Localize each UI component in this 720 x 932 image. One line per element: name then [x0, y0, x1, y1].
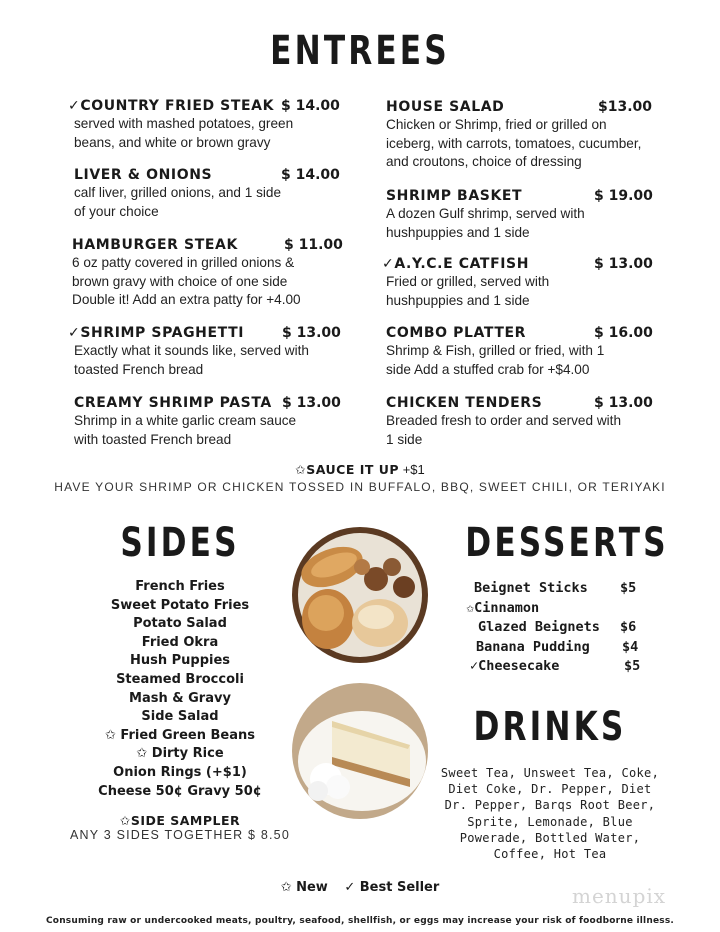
- dessert-item: [466, 600, 539, 616]
- sauce-price: +$1: [402, 462, 425, 477]
- item-price: $13.00: [598, 99, 653, 115]
- menu-item: [386, 325, 666, 379]
- item-price: $6: [620, 619, 637, 635]
- menu-item: [72, 237, 343, 310]
- item-price: $5: [624, 658, 641, 674]
- menu-item: [386, 99, 666, 172]
- item-price: $ 16.00: [594, 325, 653, 341]
- item-description: Chicken or Shrimp, fried or grilled on iceberg, with carrots, tomatoes, cucumber, and croutons, choice of dressing: [386, 117, 642, 169]
- side-sampler-name: ✩SIDE SAMPLER: [119, 813, 241, 828]
- item-price: $ 13.00: [282, 395, 341, 411]
- list-item: ✩ Fried Green Beans: [105, 727, 255, 743]
- item-name: COMBO PLATTER: [386, 325, 527, 341]
- item-name: ✓SHRIMP SPAGHETTI: [68, 325, 245, 341]
- legend-best-seller: ✓ Best Seller: [344, 880, 440, 895]
- entrees-heading: ENTREES: [270, 28, 450, 74]
- menu-item: [386, 395, 666, 449]
- list-item: Steamed Broccoli: [116, 671, 244, 687]
- drinks-list: Sweet Tea, Unsweet Tea, Coke, Diet Coke, Dr. Pepper, Diet Dr. Pepper, Barqs Root Beer, Sprite, Lemonade, Blue Powerade, Bottled Water, Coffee, Hot Tea: [440, 766, 660, 862]
- item-price: $ 13.00: [594, 256, 653, 272]
- item-price: $ 13.00: [282, 325, 341, 341]
- item-name: ✓Cheesecake: [470, 658, 560, 674]
- menupix-watermark: menupix: [572, 884, 667, 908]
- cheesecake-photo: [292, 683, 428, 819]
- item-price: $ 14.00: [281, 167, 340, 183]
- list-item: Sweet Potato Fries: [110, 597, 250, 613]
- menu-item: [74, 167, 338, 221]
- item-description: Exactly what it sounds like, served with toasted French bread: [74, 343, 309, 377]
- sides-list: [80, 578, 280, 801]
- sides-heading: SIDES: [120, 520, 240, 566]
- item-name: LIVER & ONIONS: [74, 167, 213, 183]
- item-name: ✓A.Y.C.E CATFISH: [382, 256, 530, 272]
- list-item: Hush Puppies: [129, 653, 231, 669]
- list-item: French Fries: [135, 579, 225, 594]
- item-description: Shrimp in a white garlic cream sauce with toasted French bread: [74, 413, 297, 447]
- item-description: 6 oz patty covered in grilled onions & brown gravy with choice of one side Double it! Add an extra patty for +4.00: [72, 255, 301, 307]
- legend-new: ✩ New: [280, 880, 328, 895]
- list-item: Cheese 50¢ Gravy 50¢: [98, 783, 262, 799]
- side-sampler-description: ANY 3 SIDES TOGETHER $ 8.50: [70, 828, 290, 842]
- dessert-item: [476, 639, 639, 655]
- list-item: ✩ Dirty Rice: [136, 746, 224, 762]
- menu-item: [74, 395, 341, 449]
- item-name: Glazed Beignets: [478, 619, 600, 635]
- item-price: $ 19.00: [594, 188, 653, 204]
- dessert-item: [474, 580, 637, 596]
- list-item: Fried Okra: [141, 634, 219, 650]
- list-item: Potato Salad: [133, 616, 227, 632]
- sauce-description: HAVE YOUR SHRIMP OR CHICKEN TOSSED IN BUFFALO, BBQ, SWEET CHILI, OR TERIYAKI: [54, 480, 666, 494]
- sauce-name: ✩SAUCE IT UP: [295, 462, 400, 477]
- item-name: Beignet Sticks: [474, 580, 588, 596]
- sauce-it-up: [0, 462, 720, 477]
- item-price: $ 14.00: [281, 98, 340, 114]
- dessert-item: [470, 658, 641, 674]
- item-name: Banana Pudding: [476, 639, 590, 655]
- item-description: Shrimp & Fish, grilled or fried, with 1 side Add a stuffed crab for +$4.00: [386, 343, 605, 377]
- list-item: Onion Rings (+$1): [113, 764, 247, 780]
- drinks-heading: DRINKS: [473, 704, 627, 750]
- menu-item: [382, 256, 666, 310]
- item-price: $5: [620, 580, 637, 596]
- item-name: CHICKEN TENDERS: [386, 395, 543, 411]
- list-item: Mash & Gravy: [129, 690, 231, 706]
- item-description: Breaded fresh to order and served with 1 side: [386, 413, 622, 447]
- item-name: SHRIMP BASKET: [386, 188, 523, 204]
- item-price: $ 13.00: [594, 395, 653, 411]
- item-description: served with mashed potatoes, green beans, and white or brown gravy: [74, 116, 294, 150]
- item-price: $ 11.00: [284, 237, 343, 253]
- item-name: ✩Cinnamon: [466, 600, 540, 616]
- beignets-photo: [292, 527, 428, 663]
- item-description: calf liver, grilled onions, and 1 side of your choice: [74, 185, 282, 219]
- item-description: Fried or grilled, served with hushpuppies and 1 side: [386, 274, 550, 308]
- list-item: Side Salad: [141, 709, 219, 725]
- menu-item: [68, 325, 341, 379]
- item-name: ✓COUNTRY FRIED STEAK: [68, 98, 275, 114]
- menu-item: [386, 188, 666, 242]
- item-name: CREAMY SHRIMP PASTA: [74, 395, 272, 411]
- menu-item: [68, 98, 338, 152]
- item-name: HOUSE SALAD: [386, 99, 505, 115]
- item-price: $4: [622, 639, 639, 655]
- disclaimer: Consuming raw or undercooked meats, poultry, seafood, shellfish, or eggs may increase your risk of foodborne illness.: [46, 916, 674, 926]
- item-description: A dozen Gulf shrimp, served with hushpuppies and 1 side: [386, 206, 585, 240]
- item-name: HAMBURGER STEAK: [72, 237, 238, 253]
- desserts-heading: DESSERTS: [465, 520, 669, 566]
- dessert-item: [478, 619, 637, 635]
